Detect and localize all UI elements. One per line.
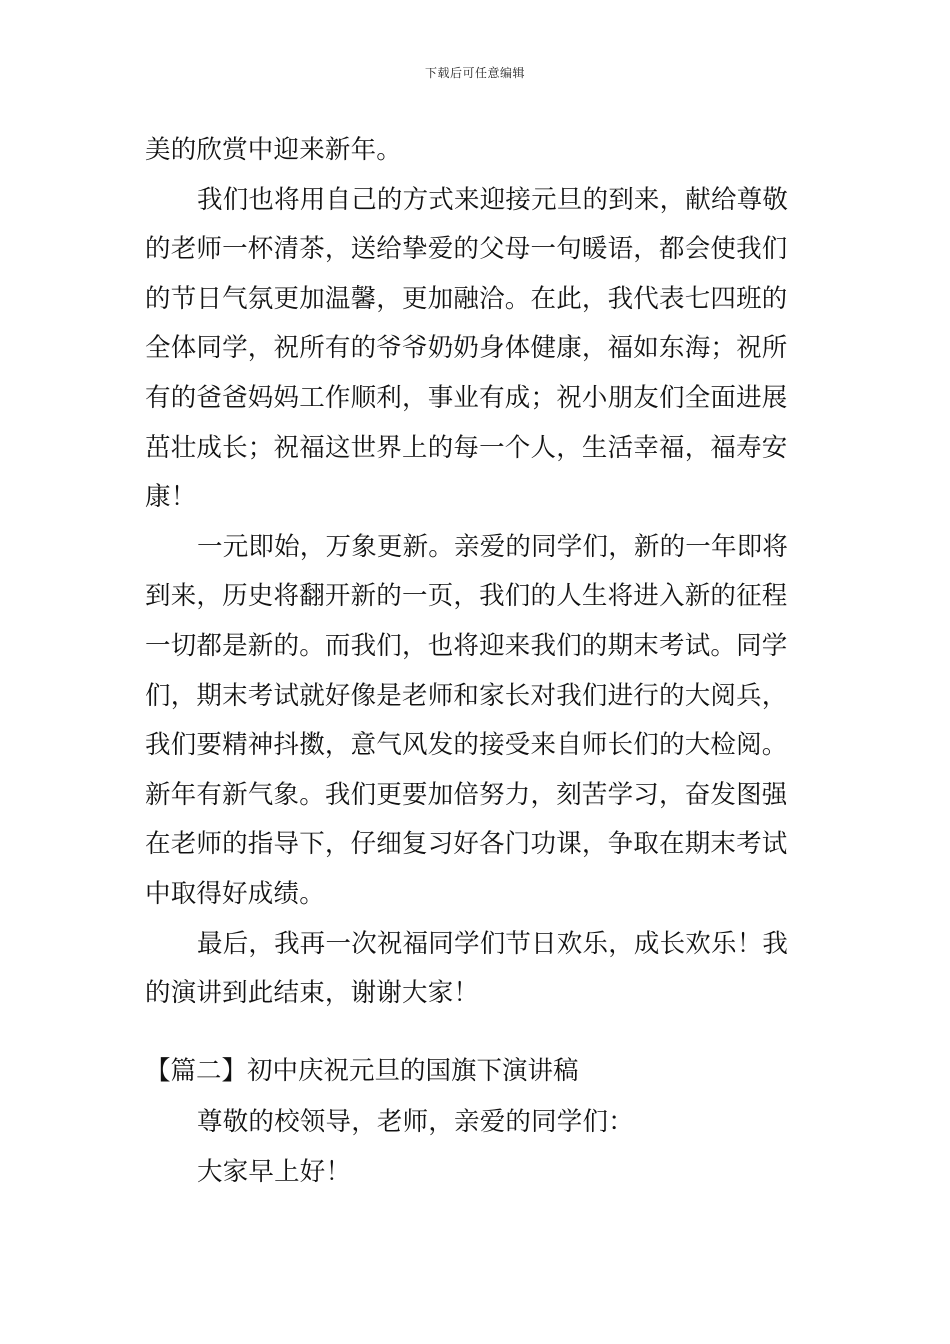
section-title: 【篇二】初中庆祝元旦的国旗下演讲稿 bbox=[145, 1056, 579, 1086]
paragraph-first-line: 最后，我再一次祝福同学们节日欢乐，成长欢乐！我 bbox=[197, 928, 789, 959]
text-line: 中取得好成绩。 bbox=[145, 878, 325, 909]
text-line: 到来，历史将翻开新的一页，我们的人生将进入新的征程 bbox=[145, 581, 788, 612]
salutation-line: 尊敬的校领导，老师，亲爱的同学们： bbox=[197, 1107, 634, 1137]
text-line: 的老师一杯清茶，送给挚爱的父母一句暖语，都会使我们 bbox=[145, 234, 788, 265]
page-header: 下载后可任意编辑 bbox=[424, 66, 525, 80]
paragraph-first-line: 一元即始，万象更新。亲爱的同学们，新的一年即将 bbox=[197, 531, 789, 562]
text-line: 康！ bbox=[145, 482, 197, 513]
paragraph-first-line: 我们也将用自己的方式来迎接元旦的到来，献给尊敬 bbox=[197, 184, 789, 215]
text-line: 一切都是新的。而我们，也将迎来我们的期末考试。同学 bbox=[145, 630, 788, 661]
greeting-line: 大家早上好！ bbox=[197, 1156, 352, 1187]
text-line: 新年有新气象。我们更要加倍努力，刻苦学习，奋发图强 bbox=[145, 779, 788, 810]
text-line: 我们要精神抖擞，意气风发的接受来自师长们的大检阅。 bbox=[145, 730, 788, 761]
text-line: 的演讲到此结束，谢谢大家！ bbox=[145, 978, 480, 1009]
text-line: 有的爸爸妈妈工作顺利，事业有成；祝小朋友们全面进展 bbox=[145, 382, 788, 413]
text-line: 全体同学，祝所有的爷爷奶奶身体健康，福如东海；祝所 bbox=[145, 333, 788, 364]
text-line: 茁壮成长；祝福这世界上的每一个人，生活幸福，福寿安 bbox=[145, 432, 788, 463]
section-body bbox=[145, 1098, 809, 1197]
text-line: 们，期末考试就好像是老师和家长对我们进行的大阅兵， bbox=[145, 680, 788, 711]
document-body bbox=[145, 126, 809, 1019]
text-line: 在老师的指导下，仔细复习好各门功课，争取在期末考试 bbox=[145, 829, 788, 860]
text-line: 美的欣赏中迎来新年。 bbox=[145, 135, 403, 165]
text-line: 的节日气氛更加温馨，更加融洽。在此，我代表七四班的 bbox=[145, 283, 788, 314]
